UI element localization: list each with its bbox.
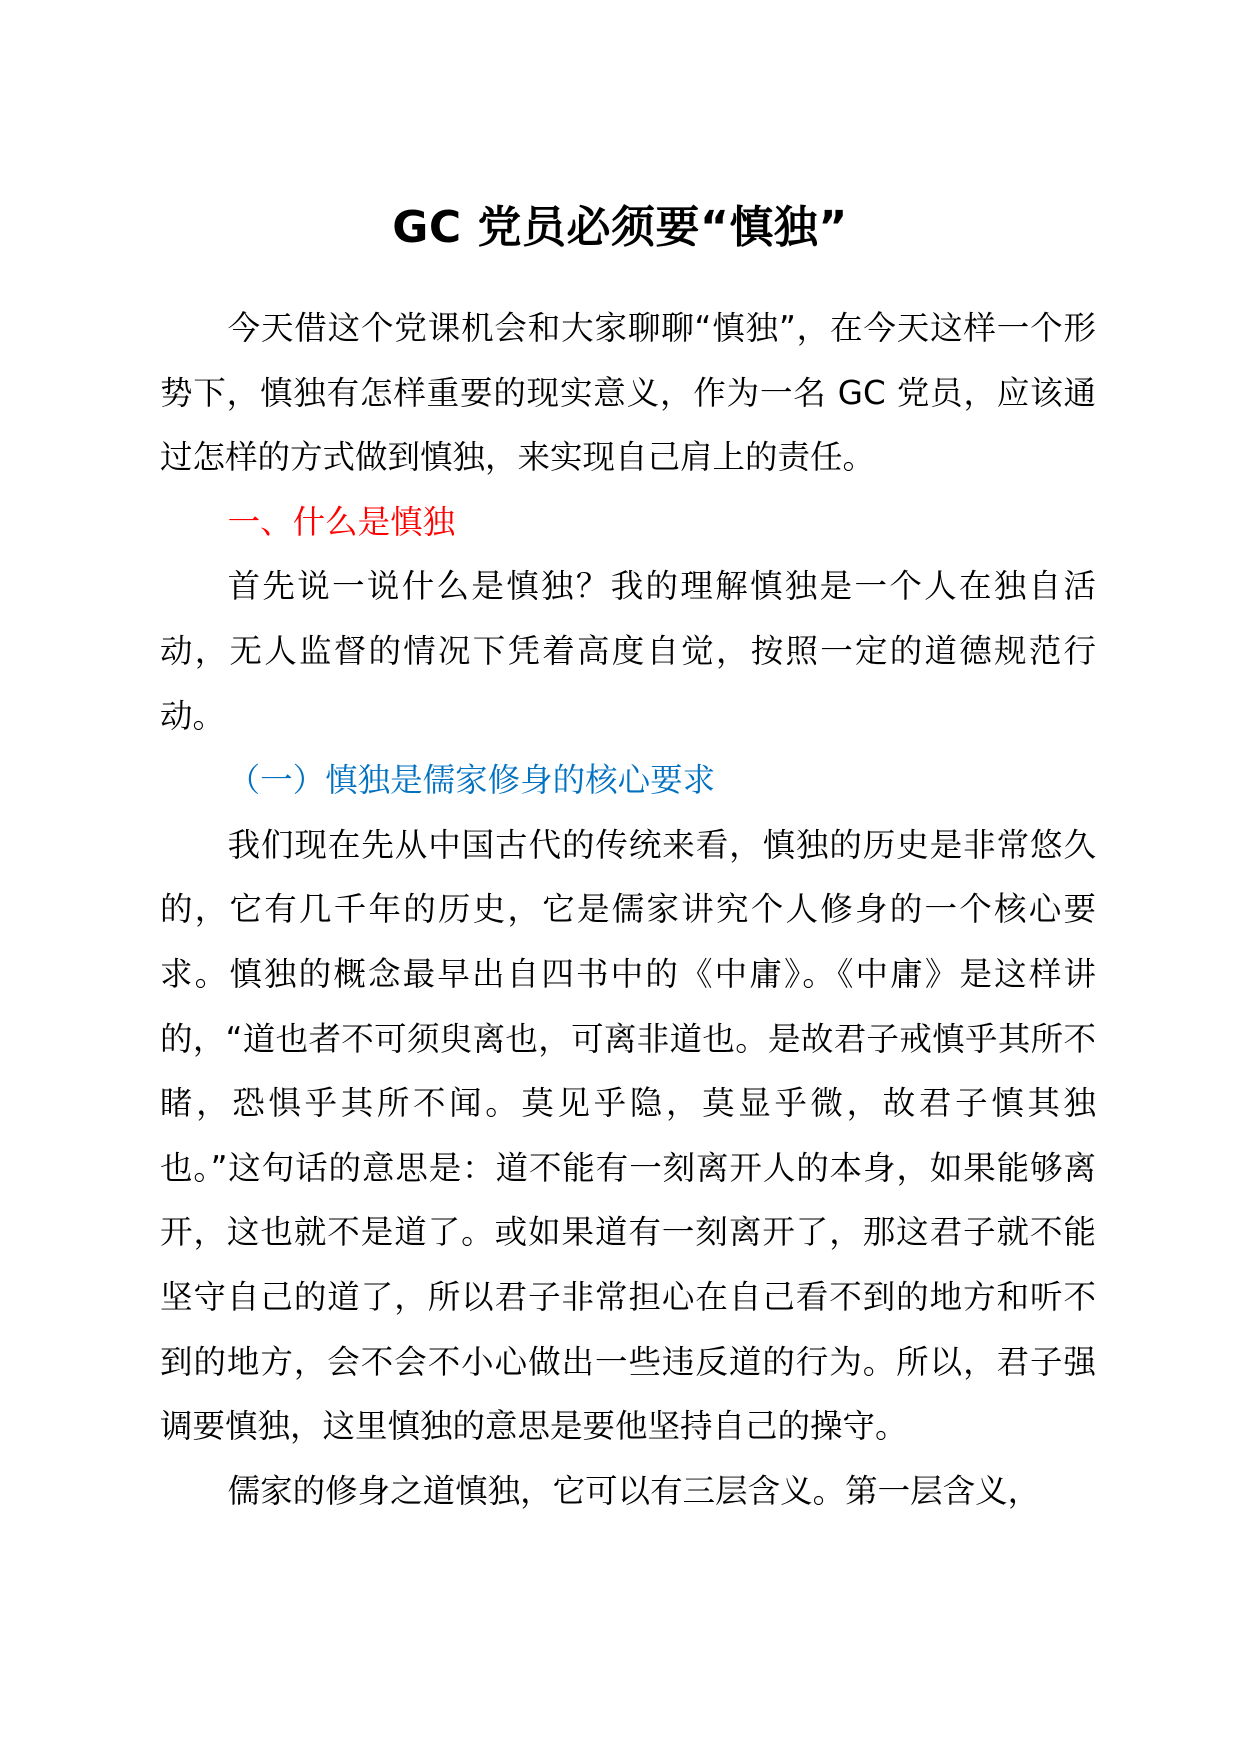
subsection-heading-1: （一）慎独是儒家修身的核心要求: [227, 761, 716, 800]
paragraph-intro: 今天借这个党课机会和大家聊聊“慎独”，在今天这样一个形势下，慎独有怎样重要的现实意义，作为一名 GC 党员，应该通过怎样的方式做到慎独，来实现自己肩上的责任。: [160, 309, 1096, 477]
paragraph-three-meanings: 儒家的修身之道慎独，它可以有三层含义。第一层含义，: [227, 1471, 1041, 1510]
paragraph-definition: 首先说一说什么是慎独？我的理解慎独是一个人在独自活动，无人监督的情况下凭着高度自觉，按照一定的道德规范行动。: [160, 567, 1096, 735]
document-body: [160, 296, 1096, 1523]
paragraph-history: 我们现在先从中国古代的传统来看，慎独的历史是非常悠久的，它有几千年的历史，它是儒家讲究个人修身的一个核心要求。慎独的概念最早出自四书中的《中庸》。《中庸》是这样讲的，“道也者不可须臾离也，可离非道也。是故君子戒慎乎其所不睹，恐惧乎其所不闻。莫见乎隐，莫显乎微，故君子慎其独也。”这句话的意思是：道不能有一刻离开人的本身，如果能够离开，这也就不是道了。或如果道有一刻离开了，那这君子就不能坚守自己的道了，所以君子非常担心在自己看不到的地方和听不到的地方，会不会不小心做出一些违反道的行为。所以，君子强调要慎独，这里慎独的意思是要他坚持自己的操守。: [160, 825, 1096, 1446]
page-title: GC 党员必须要“慎独”: [392, 202, 848, 253]
section-heading-1: 一、什么是慎独: [227, 502, 456, 541]
